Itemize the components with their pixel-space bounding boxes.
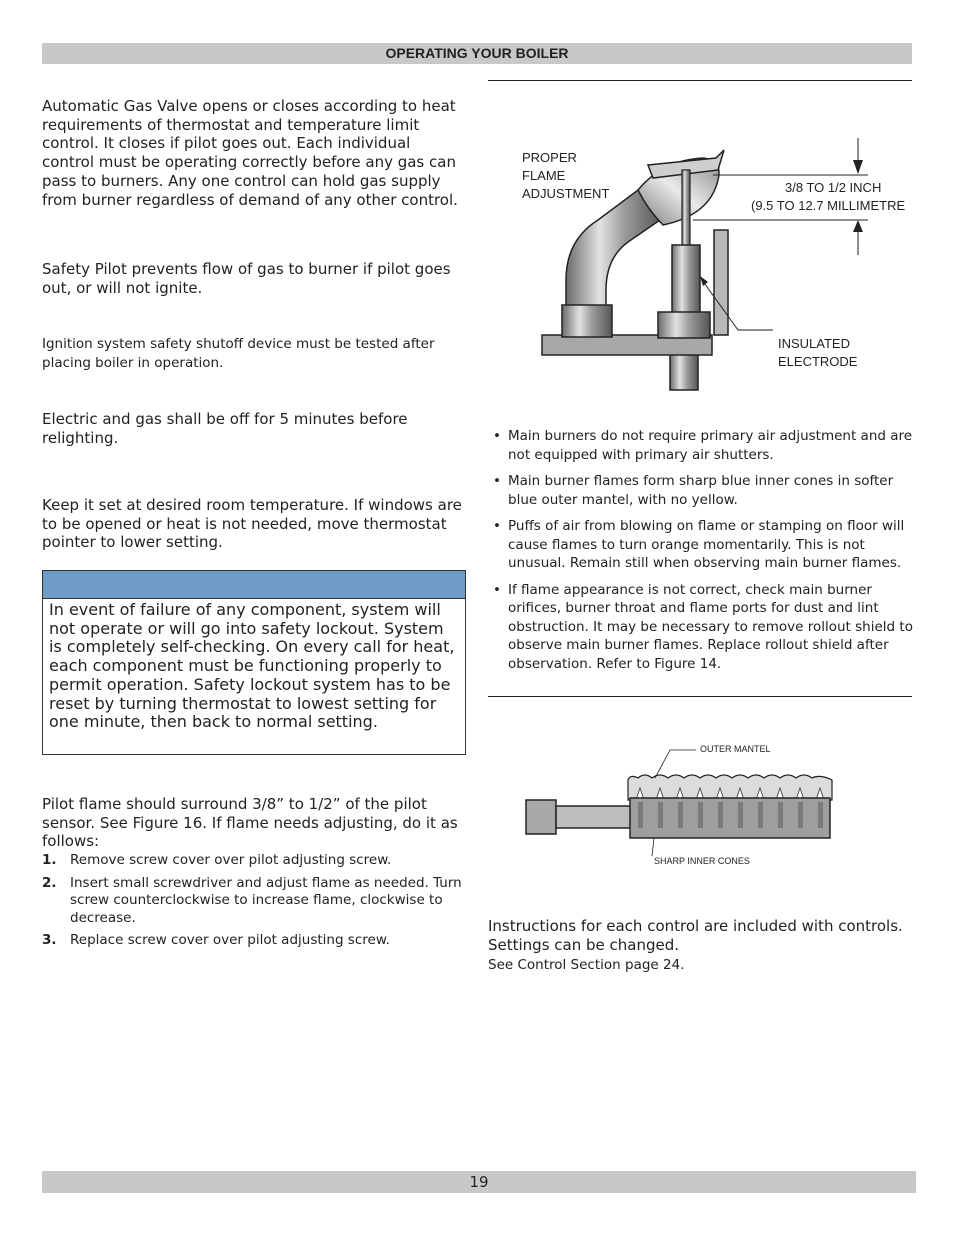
controls-paragraph: Instructions for each control are included with controls. Settings can be changed. bbox=[488, 917, 903, 954]
step-number: 2. bbox=[42, 874, 57, 891]
page-number: 19 bbox=[42, 1171, 916, 1193]
list-item bbox=[493, 517, 913, 573]
flame-bullets bbox=[493, 427, 913, 681]
list-item bbox=[493, 581, 913, 674]
dimension-label-line: 3/8 TO 1/2 INCH bbox=[785, 180, 882, 195]
bullet-symbol: • bbox=[493, 581, 501, 598]
burner-flame-figure bbox=[520, 738, 840, 873]
list-item bbox=[493, 472, 913, 509]
bullet-symbol: • bbox=[493, 428, 501, 444]
safety-pilot-paragraph: Safety Pilot prevents flow of gas to burner if pilot goes out, or will not ignite. bbox=[42, 260, 451, 297]
flame-label-line: PROPER bbox=[522, 150, 577, 165]
thermostat-paragraph: Keep it set at desired room temperature. If windows are to be opened or heat is not needed, move thermostat pointer to lower setting. bbox=[42, 496, 462, 552]
outer-mantel-label: OUTER MANTEL bbox=[700, 744, 771, 754]
notice-box bbox=[42, 570, 466, 755]
controls-reference: See Control Section page 24. bbox=[488, 957, 685, 973]
list-item bbox=[493, 427, 913, 464]
flame-label-line: ADJUSTMENT bbox=[522, 186, 610, 201]
pilot-flame-figure bbox=[488, 130, 912, 395]
step-item bbox=[42, 875, 462, 928]
notice-box-header bbox=[43, 571, 465, 599]
burner-drawing bbox=[526, 750, 832, 856]
step-item bbox=[42, 852, 462, 870]
step-number: 3. bbox=[42, 932, 57, 948]
bullet-text: Main burners do not require primary air adjustment and are not equipped with primary air shutters. bbox=[508, 428, 913, 463]
electrode-label-line: ELECTRODE bbox=[778, 354, 858, 369]
notice-text: In event of failure of any component, system will not operate or will go into safety lockout. System is completely self-checking. On every call for heat, each component must be functioning properly to permit operation. Safety lockout system has to be reset by turning thermostat to lowest setting for one minute, then back to normal setting. bbox=[49, 600, 455, 732]
bullet-symbol: • bbox=[493, 473, 501, 489]
step-text: Replace screw cover over pilot adjusting screw. bbox=[70, 932, 390, 948]
section-divider bbox=[488, 80, 912, 81]
bullet-text: Main burner flames form sharp blue inner cones in softer blue outer mantel, with no yellow. bbox=[508, 473, 894, 508]
step-text: Remove screw cover over pilot adjusting screw. bbox=[70, 852, 392, 868]
electrode-label-line: INSULATED bbox=[778, 336, 850, 351]
bullet-text: Puffs of air from blowing on flame or stamping on floor will cause flames to turn orange momentarily. This is not unusual. Remain still when observing main burner flames. bbox=[508, 518, 905, 571]
bullet-text: If flame appearance is not correct, check main burner orifices, burner throat and flame ports for dust and lint obstruction. It may be necessary to remove rollout shield to observe main burner flames. Replace rollout shield after observation. Refer to Figure 14. bbox=[508, 581, 913, 672]
inner-cones-label: SHARP INNER CONES bbox=[654, 856, 750, 866]
flame-label-line: FLAME bbox=[522, 168, 566, 183]
bullet-symbol: • bbox=[493, 518, 501, 534]
step-item bbox=[42, 932, 462, 950]
step-number: 1. bbox=[42, 852, 57, 868]
section-divider bbox=[488, 696, 912, 697]
pilot-adjust-steps bbox=[42, 852, 462, 955]
pilot-adjust-intro: Pilot flame should surround 3/8” to 1/2” of the pilot sensor. See Figure 16. If flame needs adjusting, do it as follows: bbox=[42, 795, 458, 851]
section-header: OPERATING YOUR BOILER bbox=[42, 43, 912, 64]
relighting-paragraph: Electric and gas shall be off for 5 minutes before relighting. bbox=[42, 410, 408, 447]
dimension-label-line: (9.5 TO 12.7 MILLIMETRE bbox=[751, 198, 906, 213]
step-text: Insert small screwdriver and adjust flame as needed. Turn screw counterclockwise to increase flame, clockwise to decrease. bbox=[70, 874, 462, 926]
gas-valve-paragraph: Automatic Gas Valve opens or closes according to heat requirements of thermostat and temperature limit control. It closes if pilot goes out. Each individual control must be operating correctly before any gas can pass to burners. Any one control can hold gas supply from burner regardless of demand of any other control. bbox=[42, 97, 458, 209]
pilot-assembly-drawing bbox=[542, 138, 868, 390]
ignition-test-paragraph: Ignition system safety shutoff device must be tested after placing boiler in operation. bbox=[42, 336, 435, 371]
